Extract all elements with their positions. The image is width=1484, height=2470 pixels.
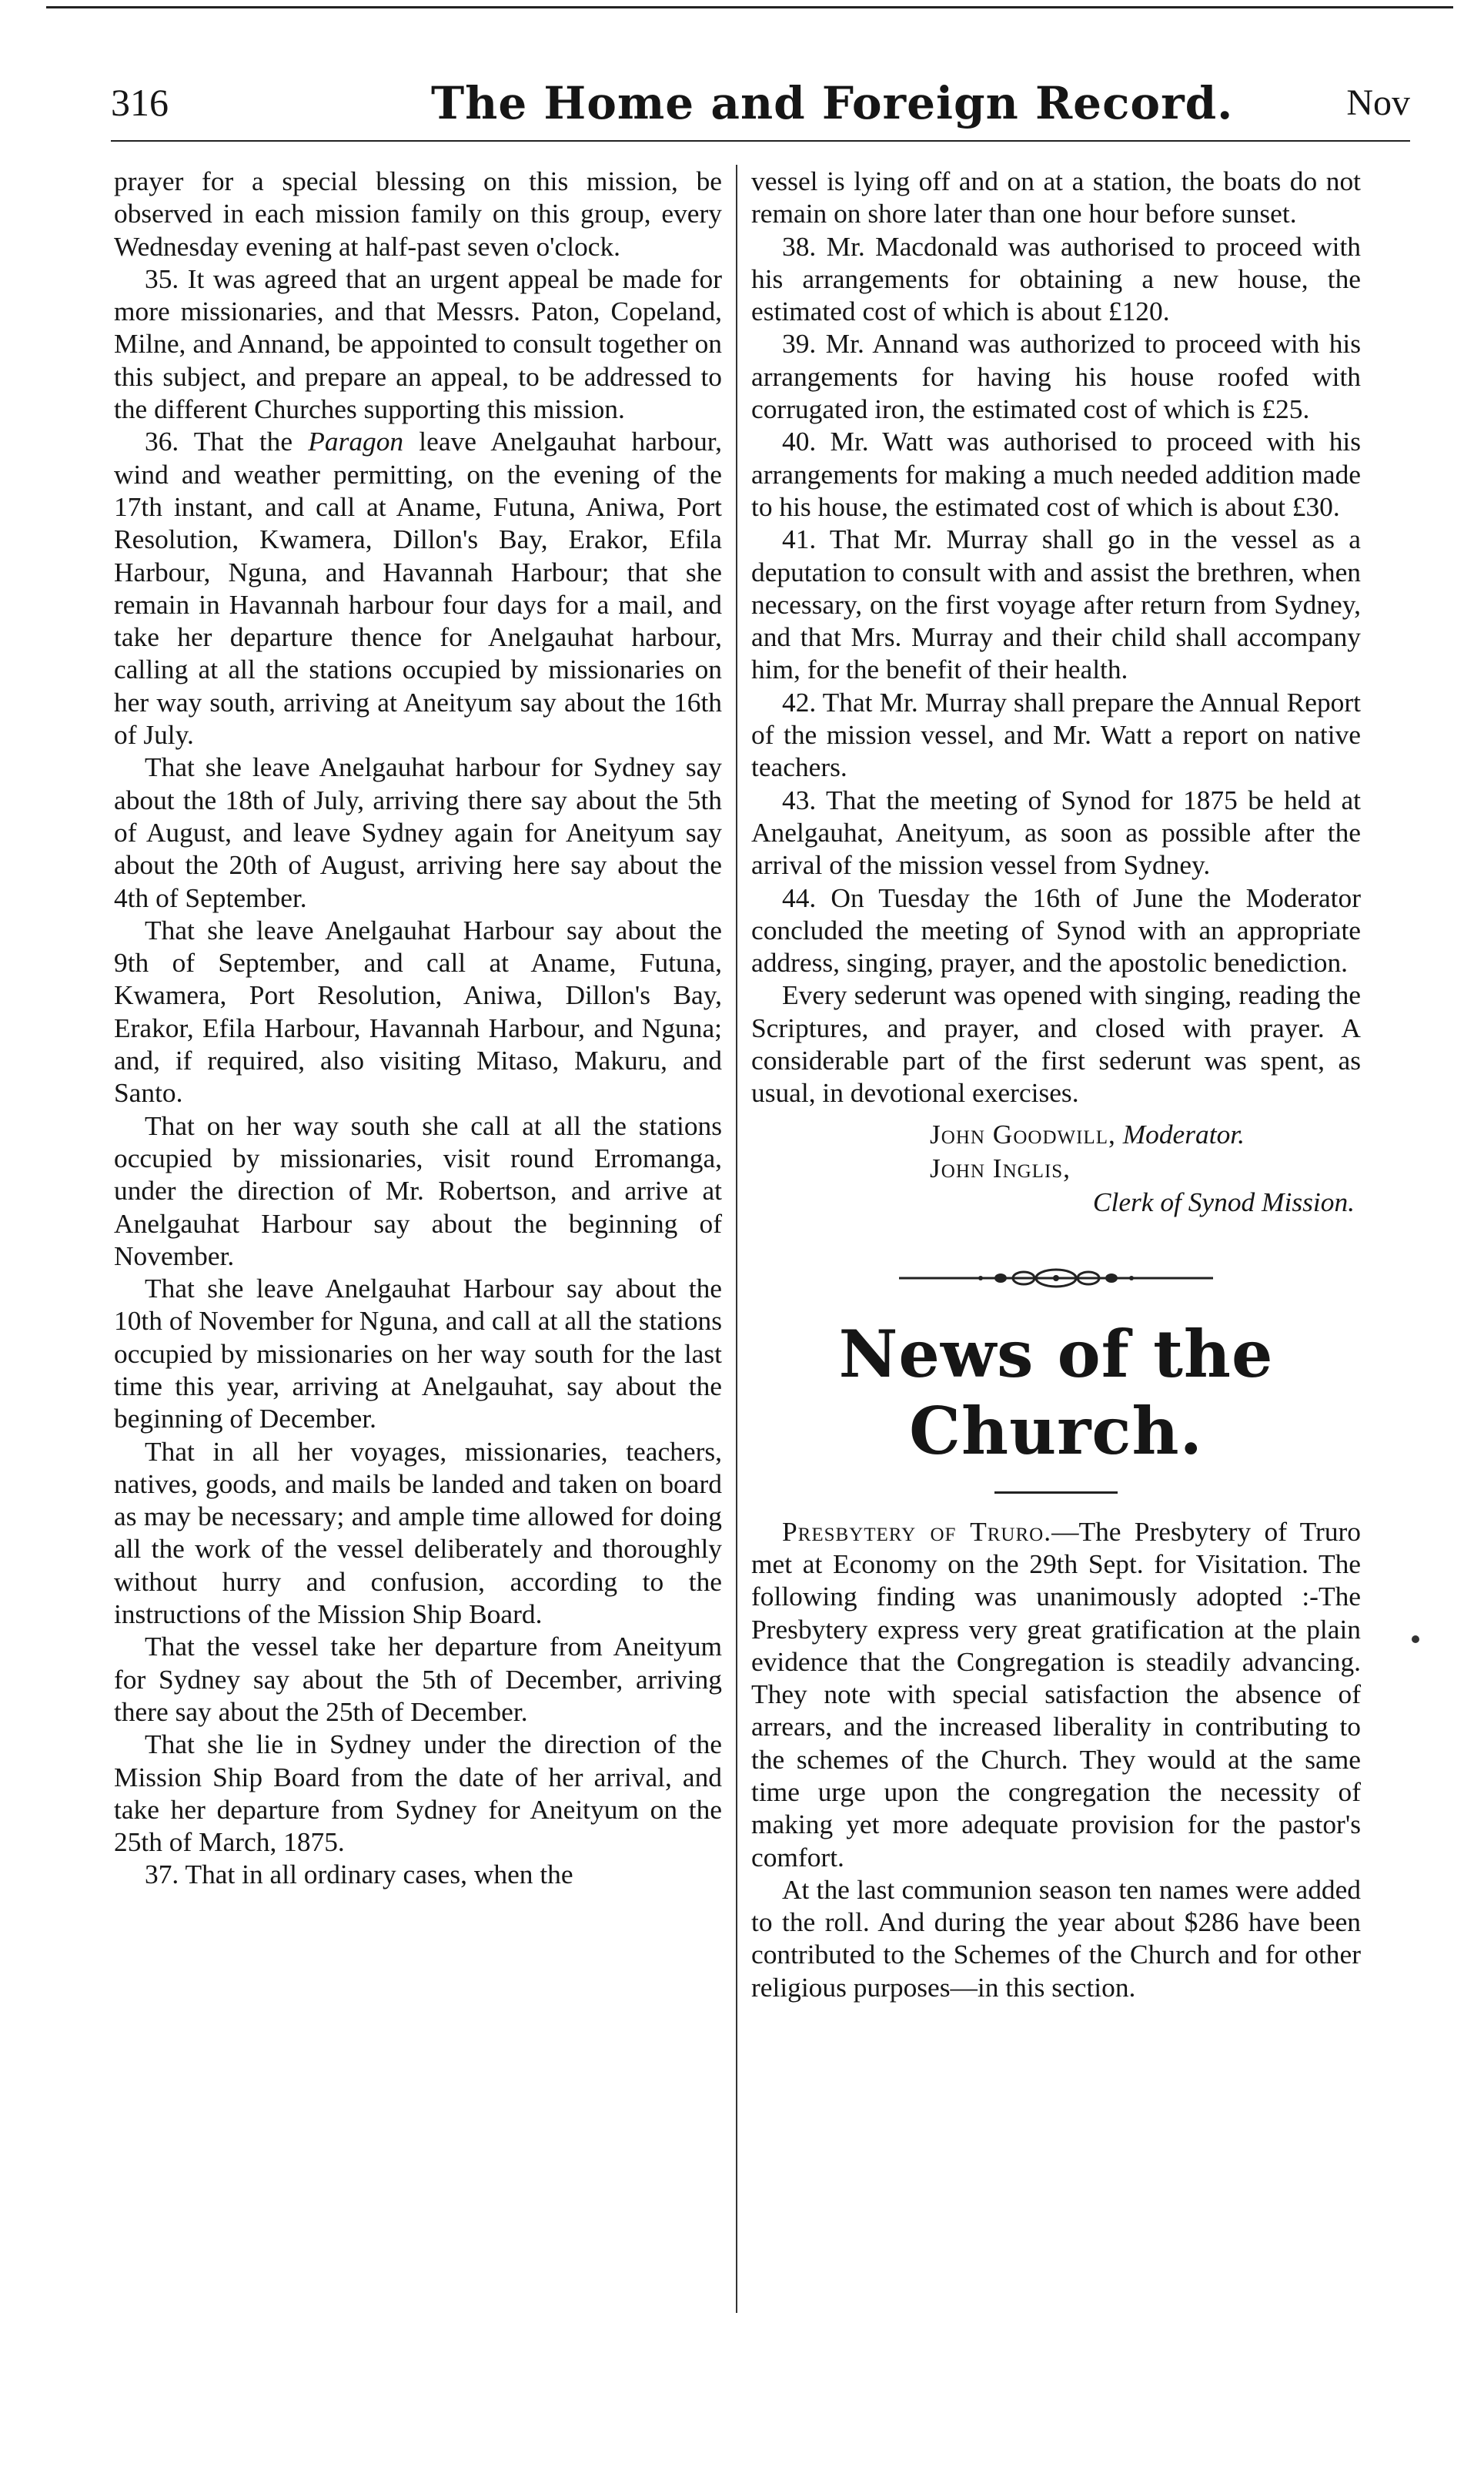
section-heading: News of the Church. bbox=[838, 1315, 1274, 1469]
paragraph: prayer for a special blessing on this mission, be observed in each mission family on this group, every Wednesday evening at half-past seven o'clock. bbox=[114, 166, 722, 262]
paragraph: That she lie in Sydney under the direction of the Mission Ship Board from the date of her arrival, and take her departure from Sydney for Aneityum on the 25th of March, 1875. bbox=[114, 1729, 722, 1858]
signature-block bbox=[751, 1117, 1361, 1219]
paragraph: 44. On Tuesday the 16th of June the Moderator concluded the meeting of Synod with an appropriate address, singing, prayer, and the apostolic benediction. bbox=[751, 882, 1361, 979]
paragraph: vessel is lying off and on at a station, the boats do not remain on shore later than one hour before sunset. bbox=[751, 166, 1361, 229]
page-header bbox=[0, 0, 1484, 146]
paragraph: 39. Mr. Annand was authorized to proceed with his arrangements for having his house roofed with corrugated iron, the estimated cost of which is £25. bbox=[751, 328, 1361, 425]
margin-mark bbox=[1412, 1635, 1419, 1643]
right-column bbox=[751, 165, 1361, 2003]
ornament-divider-icon bbox=[894, 1267, 1218, 1290]
paragraph: 43. That the meeting of Synod for 1875 be held at Anelgauhat, Aneityum, as soon as possible after the arrival of the mission vessel from Sydney. bbox=[751, 784, 1361, 881]
paragraph: 37. That in all ordinary cases, when the bbox=[145, 1859, 573, 1890]
paragraph: That in all her voyages, missionaries, teachers, natives, goods, and mails be landed and taken on board as may be necessary; and ample time allowed for doing all the work of the vessel deliberately and thoroughly without hurry and confusion, according to the instructions of the Mission Ship Board. bbox=[114, 1435, 722, 1630]
paragraph: 42. That Mr. Murray shall prepare the Annual Report of the mission vessel, and Mr. Watt a report on native teachers. bbox=[751, 686, 1361, 783]
paragraph: That she leave Anelgauhat harbour for Sydney say about the 18th of July, arriving there say about the 5th of August, and leave Sydney again for Aneityum say about the 20th of August, arriving here say about the 4th of September. bbox=[114, 751, 722, 913]
news-text: —The Presbytery of Truro met at Economy on the 29th Sept. for Visitation. The following finding was unanimously adopted :-The Presbytery express very great gratification at the plain evidence that the Congregation is steadily advancing. They note with special satisfaction the absence of arrears, and the increased liberality in contributing to the schemes of the Church. They would at the same time urge upon the congregation the necessity of making yet more adequate provision for the pastor's comfort. bbox=[751, 1515, 1361, 1873]
journal-title: The Home and Foreign Record. bbox=[431, 77, 1234, 129]
header-rule bbox=[111, 140, 1410, 142]
paragraph: 40. Mr. Watt was authorised to proceed with his arrangements for making a much needed addition made to his house, the estimated cost of which is about £30. bbox=[751, 426, 1361, 522]
news-paragraph bbox=[751, 1515, 1361, 1873]
paragraph: That on her way south she call at all the stations occupied by missionaries, visit round Erromanga, under the direction of Mr. Robertson, and arrive at Anelgauhat Harbour say about the beginning of November. bbox=[114, 1109, 722, 1271]
paragraph: Every sederunt was opened with singing, reading the Scriptures, and prayer, and closed with prayer. A considerable part of the first sederunt was spent, as usual, in devotional exercises. bbox=[751, 979, 1361, 1109]
paragraph: That she leave Anelgauhat Harbour say about the 9th of September, and call at Aname, Futuna, Kwamera, Port Resolution, Aniwa, Dillon's Bay, Erakor, Efila Harbour, Havannah Harbour, and Nguna; and, if required, also visiting Mitaso, Makuru, and Santo. bbox=[114, 914, 722, 1109]
column-divider bbox=[736, 165, 737, 2313]
ship-name: Paragon bbox=[308, 426, 404, 457]
paragraph: That the vessel take her departure from Aneityum for Sydney say about the 5th of December, arriving there say about the 25th of December. bbox=[114, 1631, 722, 1727]
paragraph: 41. That Mr. Murray shall go in the vessel as a deputation to consult with and assist the brethren, when necessary, on the first voyage after return from Sydney, and that Mrs. Murray and their child shall accompany him, for the benefit of their health. bbox=[751, 524, 1361, 685]
issue-month: Nov bbox=[1346, 82, 1410, 123]
paragraph: 35. It was agreed that an urgent appeal be made for more missionaries, and that Messrs. Paton, Copeland, Milne, and Annand, be appointed to consult together on this subject, and prepare an appeal, to be addressed to the different Churches supporting this mission. bbox=[114, 263, 722, 425]
signature-clerk-role: Clerk of Synod Mission. bbox=[1092, 1186, 1355, 1217]
moderator-name: John Goodwill, bbox=[930, 1118, 1116, 1150]
top-rule bbox=[46, 6, 1453, 8]
presbytery-lead-in: Presbytery of Truro. bbox=[782, 1515, 1052, 1547]
heading-rule bbox=[994, 1491, 1118, 1494]
signature-moderator bbox=[751, 1117, 1361, 1151]
paragraph: That she leave Anelgauhat Harbour say about the 10th of November for Nguna, and call at all the stations occupied by missionaries on her way south for the last time this year, arriving at Anelgauhat, say about the beginning of December. bbox=[114, 1273, 722, 1434]
left-column bbox=[114, 165, 722, 1891]
moderator-role: Moderator. bbox=[1122, 1118, 1245, 1150]
signature-clerk-name: John Inglis, bbox=[930, 1152, 1071, 1183]
page-number: 316 bbox=[111, 81, 169, 124]
news-paragraph: At the last communion season ten names were added to the roll. And during the year about $286 have been contributed to the Schemes of the Church and for other religious purposes—in this section. bbox=[751, 1873, 1361, 2003]
paragraph: 36. That the Paragon leave Anelgauhat harbour, wind and weather permitting, on the evening of the 17th instant, and call at Aname, Futuna, Aniwa, Port Resolution, Kwamera, Dillon's Bay, Erakor, Efila Harbour, Nguna, and Havannah Harbour; that she remain in Havannah harbour four days for a mail, and take her departure thence for Anelgauhat harbour, calling at all the stations occupied by missionaries on her way south, arriving at Aneityum say about the 16th of July. bbox=[114, 426, 722, 751]
paragraph: 38. Mr. Macdonald was authorised to proceed with his arrangements for obtaining a new house, the estimated cost of which is about £120. bbox=[751, 230, 1361, 327]
